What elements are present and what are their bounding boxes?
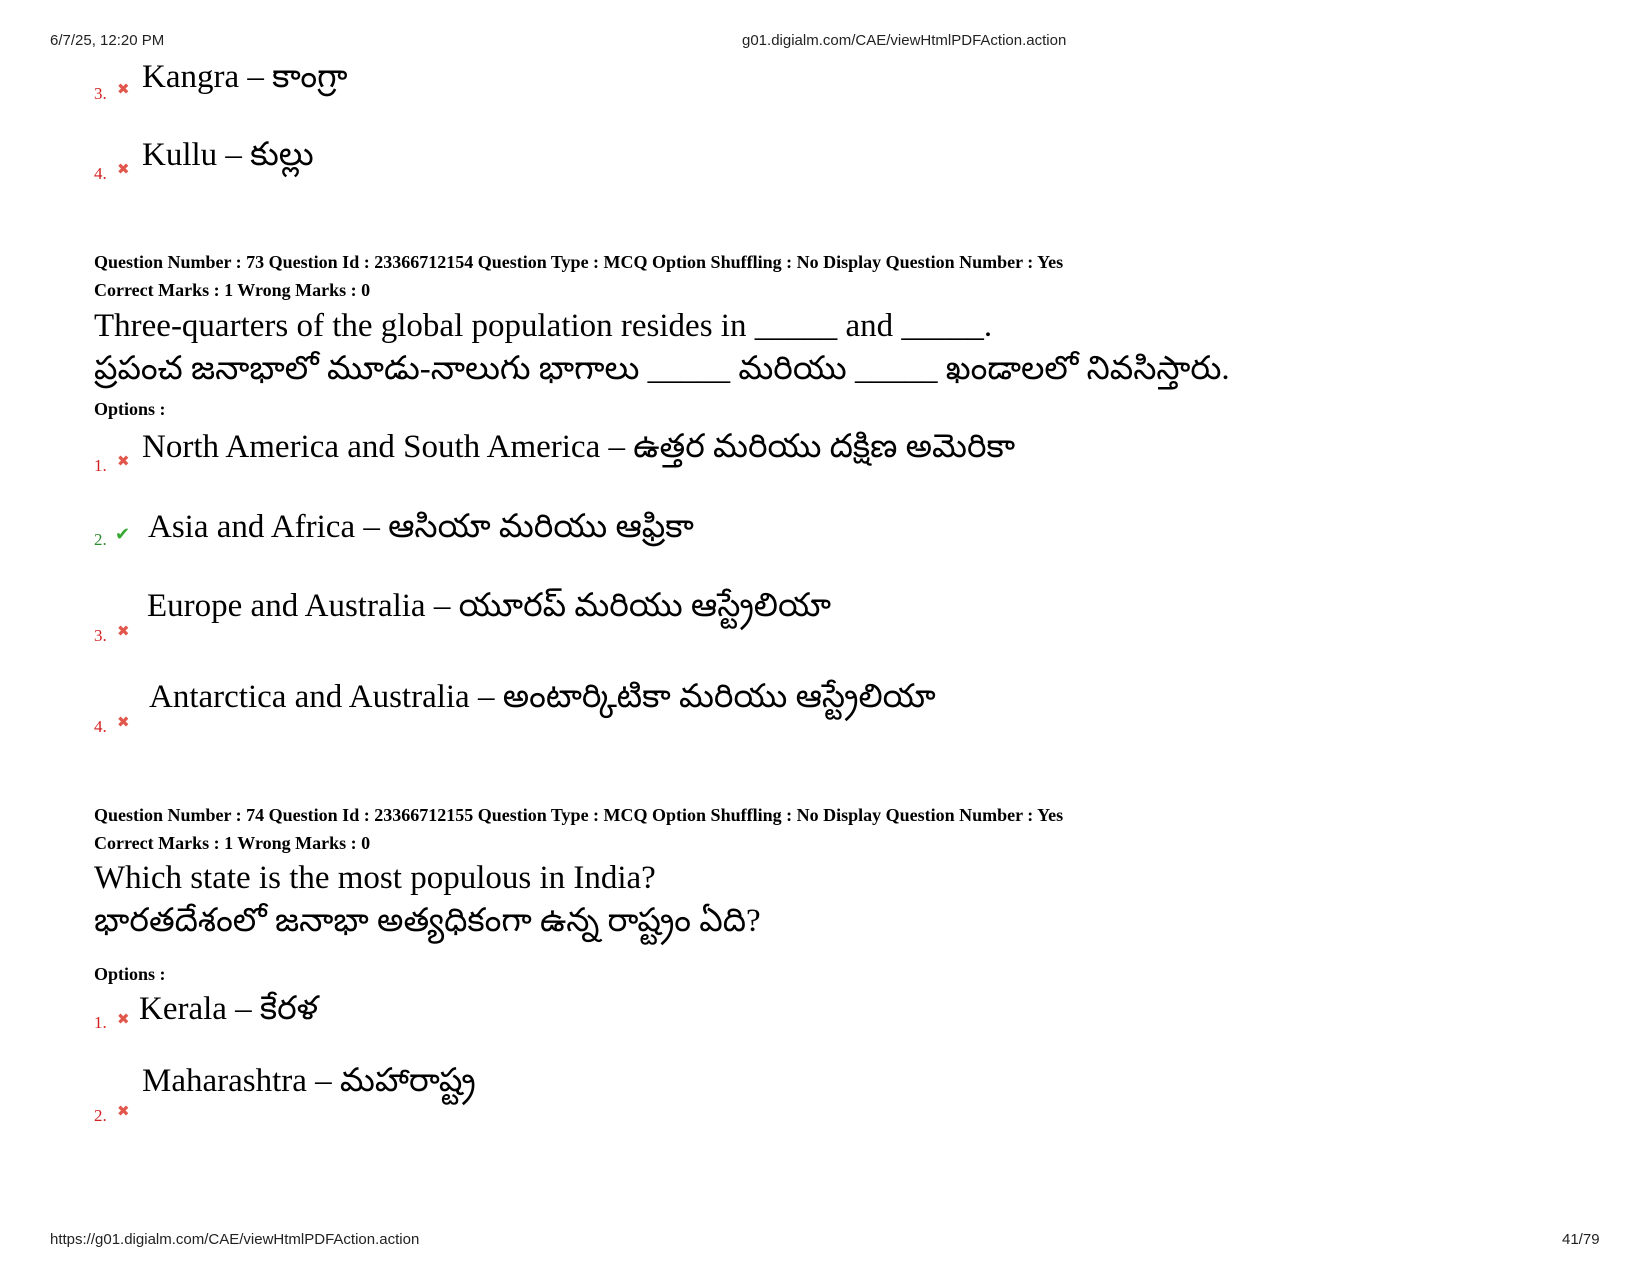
header-url: g01.digialm.com/CAE/viewHtmlPDFAction.action	[742, 32, 1067, 49]
page-number: 41/79	[1562, 1231, 1600, 1248]
option-text: Europe and Australia – యూరప్ మరియు ఆస్ట్రేలియా	[147, 588, 832, 624]
option-text: Asia and Africa – ఆసియా మరియు ఆఫ్రికా	[148, 509, 694, 545]
option-text: Antarctica and Australia – అంటార్కిటికా మరియు ఆస్ట్రేలియా	[149, 679, 936, 715]
cross-mark-icon: ✖	[117, 1010, 130, 1028]
question-meta: Question Number : 73 Question Id : 23366712154 Question Type : MCQ Option Shuffling : No Display Question Number : Yes	[94, 252, 1064, 272]
option-text: Kullu – కుల్లు	[142, 137, 314, 173]
cross-mark-icon: ✖	[117, 713, 130, 731]
option-text: Kerala – కేరళ	[139, 991, 319, 1027]
options-label: Options :	[94, 399, 166, 419]
cross-mark-icon: ✖	[117, 622, 130, 640]
option-number: 4.	[94, 164, 107, 183]
footer-url: https://g01.digialm.com/CAE/viewHtmlPDFAction.action	[50, 1231, 420, 1248]
option-number: 3.	[94, 626, 107, 645]
options-label: Options :	[94, 964, 166, 984]
check-mark-icon: ✔	[115, 524, 131, 545]
option-number: 2.	[94, 530, 107, 549]
question-text-english: Three-quarters of the global population resides in _____ and _____.	[94, 308, 993, 344]
question-marks: Correct Marks : 1 Wrong Marks : 0	[94, 833, 371, 853]
option-number: 2.	[94, 1106, 107, 1125]
question-text-english: Which state is the most populous in India?	[94, 860, 656, 896]
option-text: North America and South America – ఉత్తర మరియు దక్షిణ అమెరికా	[142, 429, 1016, 465]
option-number: 1.	[94, 1013, 107, 1032]
option-number: 4.	[94, 717, 107, 736]
cross-mark-icon: ✖	[117, 160, 130, 178]
header-datetime: 6/7/25, 12:20 PM	[50, 32, 165, 49]
cross-mark-icon: ✖	[117, 452, 130, 470]
option-text: Kangra – కాంగ్రా	[142, 59, 348, 95]
cross-mark-icon: ✖	[117, 1102, 130, 1120]
option-number: 3.	[94, 84, 107, 103]
question-marks: Correct Marks : 1 Wrong Marks : 0	[94, 280, 371, 300]
option-text: Maharashtra – మహారాష్ట్ర	[142, 1063, 476, 1099]
question-meta: Question Number : 74 Question Id : 23366712155 Question Type : MCQ Option Shuffling : No Display Question Number : Yes	[94, 805, 1064, 825]
option-number: 1.	[94, 456, 107, 475]
question-text-telugu: ప్రపంచ జనాభాలో మూడు-నాలుగు భాగాలు _____ మరియు _____ ఖండాలలో నివసిస్తారు.	[94, 351, 1230, 387]
cross-mark-icon: ✖	[117, 80, 130, 98]
question-text-telugu: భారతదేశంలో జనాభా అత్యధికంగా ఉన్న రాష్ట్రం ఏది?	[94, 903, 761, 939]
